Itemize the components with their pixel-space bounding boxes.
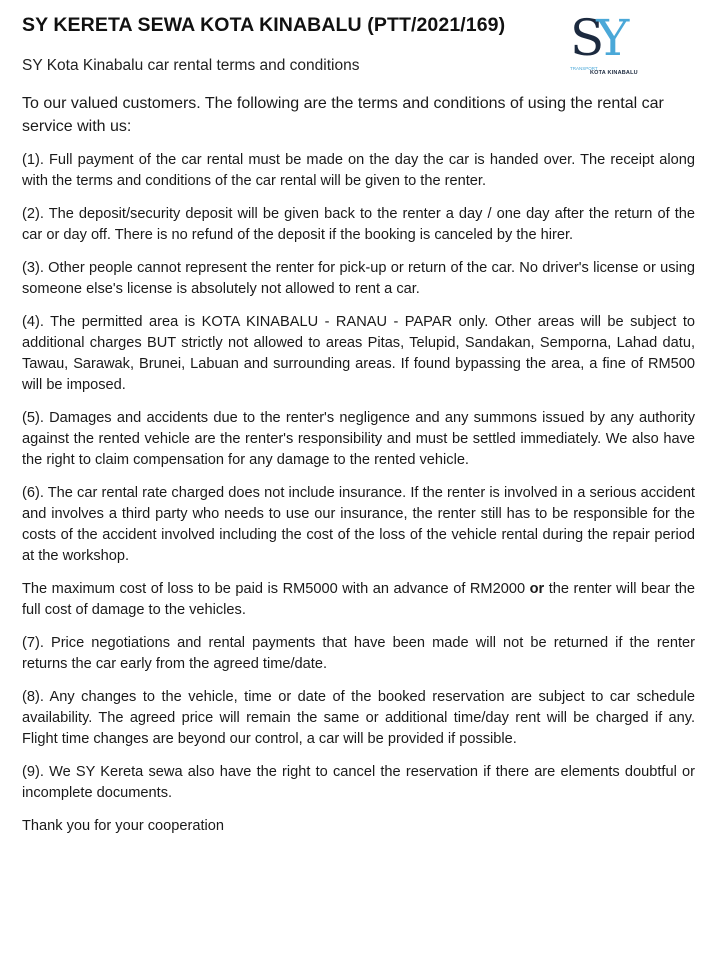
term-2: (2). The deposit/security deposit will be given back to the renter a day / one day after the return of the car or day off. There is no refund of the deposit if the booking is canceled by the hirer. — [22, 206, 695, 243]
term-4: (4). The permitted area is KOTA KINABALU - RANAU - PAPAR only. Other areas will be subject to additional charges BUT strictly not allowed to areas Pitas, Telupid, Sandakan, Semporna, Lahad datu, Tawau, Sarawak, Brunei, Labuan and surrounding areas. If found bypassing the area, a fine of RM500 will be imposed. — [22, 314, 695, 393]
closing-line: Thank you for your cooperation — [22, 818, 224, 834]
company-logo — [568, 9, 644, 84]
term-9: (9). We SY Kereta sewa also have the right to cancel the reservation if there are elements doubtful or incomplete documents. — [22, 764, 695, 801]
logo-letter-y: Y — [596, 9, 622, 67]
logo-tagline: KOTA KINABALU — [590, 70, 638, 76]
term-6: (6). The car rental rate charged does not include insurance. If the renter is involved in a serious accident and involves a third party who needs to use our insurance, the renter still has to be responsible for the costs of the accident involved including the cost of the loss of the vehicle rental during the repair period at the workshop. — [22, 485, 695, 564]
document-header — [22, 9, 695, 92]
document-subtitle: SY Kota Kinabalu car rental terms and conditions — [22, 57, 360, 74]
intro-paragraph: To our valued customers. The following are the terms and conditions of using the rental car service with us: — [22, 95, 664, 135]
document-title: SY KERETA SEWA KOTA KINABALU (PTT/2021/169) — [22, 14, 506, 36]
loss-cost-note — [22, 579, 695, 621]
term-3: (3). Other people cannot represent the renter for pick-up or return of the car. No driver's license or using someone else's license is absolutely not allowed to rent a car. — [22, 260, 695, 297]
logo-letter-s: S — [570, 9, 597, 67]
term-1: (1). Full payment of the car rental must be made on the day the car is handed over. The receipt along with the terms and conditions of the car rental will be given to the renter. — [22, 152, 695, 189]
note-text-before: The maximum cost of loss to be paid is RM5000 with an advance of RM2000 — [22, 581, 530, 597]
term-5: (5). Damages and accidents due to the renter's negligence and any summons issued by any authority against the rented vehicle are the renter's responsibility and must be settled immediately. We also have the right to claim compensation for any damage to the rented vehicle. — [22, 410, 695, 468]
logo-small-text: TRANSPORT — [570, 66, 598, 71]
note-text-bold: or — [529, 581, 545, 597]
term-7: (7). Price negotiations and rental payments that have been made will not be returned if the renter returns the car early from the agreed time/date. — [22, 635, 695, 672]
term-8: (8). Any changes to the vehicle, time or date of the booked reservation are subject to car schedule availability. The agreed price will remain the same or additional time/day rent will be charged if any. Flight time changes are beyond our control, a car will be provided if possible. — [22, 689, 695, 747]
note-text-after: the renter will bear the full cost of damage to the vehicles. — [22, 581, 696, 618]
logo-letters — [570, 8, 621, 68]
